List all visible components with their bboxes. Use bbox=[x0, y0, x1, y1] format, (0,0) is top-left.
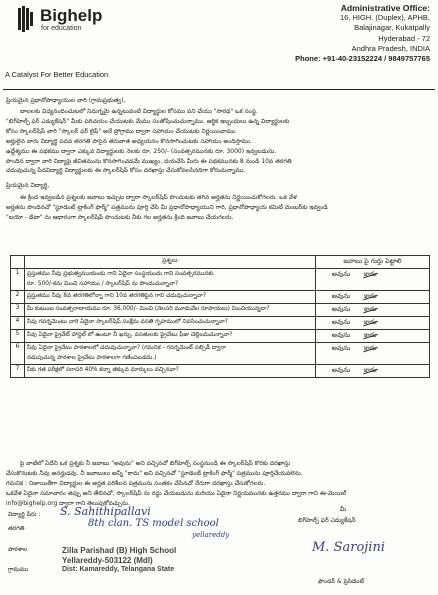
outro-line: గమనిక : నిజాయితీగా విద్యార్థుల ఈ అర్హత పరిశీలన పత్రమును సంతకం చేసినచో నేరుగా దరఖాస్తు చేసుకోగలరు. bbox=[6, 479, 266, 487]
row-number: 2 bbox=[11, 291, 25, 304]
answer-cell[interactable] bbox=[316, 304, 430, 317]
office-title: Administrative Office: bbox=[340, 3, 430, 13]
student-line: ఈ క్రింద ఇవ్వబడిన ప్రశ్నలకు జవాబు ఇచ్చుట ద్వారా స్కాలర్‌షిప్ పొందుటకు తగిన అర్హతను నిర్ణయించుకోగలరు. ఒక వేళ bbox=[20, 194, 297, 201]
table-row bbox=[11, 343, 430, 365]
table-row bbox=[11, 291, 430, 304]
answer-yes[interactable]: అవును bbox=[331, 331, 351, 340]
answer-cell[interactable] bbox=[316, 365, 430, 378]
outro-paragraph bbox=[6, 459, 431, 509]
outro-line: info@bighelp.org ద్వారా గాని తెలుపుకోవచ్చును. bbox=[6, 499, 130, 507]
header-divider bbox=[3, 89, 435, 90]
question-text bbox=[24, 365, 315, 378]
outro-line: పై వాటిలో ఏదేని ఒక ప్రశ్నకు నీ జవాబు "అవును" అని వచ్చినచో బిగ్‌హెల్ప్ సంస్థనుండి ఈ స్కాలర్‌షిప్ కొరకు దరఖాస్తు bbox=[20, 460, 291, 467]
intro-paragraph bbox=[6, 107, 431, 176]
outro-line: చేసుకొనుటకు నీవు అనర్హుడవు. నీ జవాబులు అన్నీ "కాదు" అని వచ్చినచో "స్టూడెంట్ ట్రాకింగ్ ఫార్మ్" పత్రమును పూర్తిచేయవలెను. bbox=[6, 469, 303, 477]
answer-cell[interactable] bbox=[316, 317, 430, 330]
question-line: రూ. 500/-కను మించి సహాయం / స్కాలర్‌షిప్ ను పొందుచున్నావా? bbox=[26, 280, 179, 287]
answer-yes[interactable]: అవును bbox=[331, 366, 351, 375]
question-text bbox=[24, 291, 315, 304]
col-header-number bbox=[11, 256, 25, 269]
intro-line: చదువుచున్న పేదవిద్యార్థి విద్యార్థులకు ఈ స్కాలర్‌షిప్ కోసం దరఖాస్తు చేసుకోవలసినదిగా కోరుచున్నాము. bbox=[6, 167, 246, 175]
student-paragraph bbox=[6, 193, 431, 223]
student-name-value[interactable]: S. Sahithipallavi bbox=[60, 505, 151, 518]
intro-line: కోసం స్కాలర్‌షిప్ వారి "స్కాలర్ ఫర్ లైఫ్" అనే ప్రోగ్రాము ద్వారా సహాయం చేయుటకు నిర్ణయించాము. bbox=[6, 127, 237, 135]
office-address bbox=[240, 3, 430, 64]
question-text bbox=[24, 330, 315, 343]
student-line: "బయో - డేటా" ను ఆధారంగా స్కాలర్‌షిప్ పొందుటకు నీకు గల అర్హతను క్రింది జవాబు చేయగలరు. bbox=[6, 213, 234, 221]
col-header-questions: ప్రశ్నలు bbox=[24, 256, 315, 269]
question-text bbox=[24, 343, 315, 365]
table-row bbox=[11, 330, 430, 343]
student-name-label: విద్యార్థి పేరు : bbox=[8, 511, 41, 518]
question-line: నీకు గత పరీక్షలో సరాసరి 40% కన్నా తక్కువ మార్కులు వచ్చినవా? bbox=[26, 367, 179, 374]
answer-yes[interactable]: అవును bbox=[331, 270, 351, 278]
bighelp-logo-icon bbox=[18, 6, 34, 32]
school-stamp-line-3: Dist: Kamareddy, Telangana State bbox=[62, 566, 175, 573]
class-value[interactable]: 8th clan. TS model school bbox=[88, 518, 219, 529]
table-row bbox=[11, 304, 430, 317]
answer-cell[interactable] bbox=[316, 330, 430, 343]
answer-no-marked[interactable]: కాదు bbox=[364, 318, 377, 327]
question-line: ప్రస్తుతము నీవు 8వ తరగతిలోన్నా గాని 10వ తరగతిపైన గాని చదువుచున్నావా? bbox=[26, 293, 206, 300]
answer-no-marked[interactable]: కాదు bbox=[364, 331, 377, 340]
outro-line: ఒకవేళ ఏదైనా సమాచారం తప్పు అని తేలినచో, స్కాలర్‌షిప్ ను రద్దు చేయబడును మరియు ఏదైనా నిర్ణయమునకు ఉత్తరము ద్వారా గాని ఈ-మెయిల్ bbox=[6, 489, 347, 497]
question-text bbox=[24, 317, 315, 330]
answer-yes[interactable]: అవును bbox=[331, 292, 351, 301]
school-stamp-line-2: Yellareddy-503122 (Mdl) bbox=[62, 556, 153, 565]
intro-line: అర్హులైన వారు విద్యార్థి పదవ తరగతి పాసైన తరువాత అధ్యయనం కొనసాగించుటకు సహాయం అందిస్తాము. bbox=[6, 137, 252, 145]
eligibility-table bbox=[10, 255, 430, 378]
row-number: 4 bbox=[11, 317, 25, 330]
school-stamp-line-1: Zilla Parishad (B) High School bbox=[62, 546, 177, 555]
tagline: A Catalyst For Better Education bbox=[5, 70, 109, 79]
question-text bbox=[24, 269, 315, 291]
answer-no-marked[interactable]: కాదు bbox=[364, 344, 377, 353]
answer-yes[interactable]: అవును bbox=[331, 318, 351, 327]
answer-yes[interactable]: అవును bbox=[331, 344, 351, 353]
row-number: 7 bbox=[11, 365, 25, 378]
village-label: గ్రామము bbox=[8, 566, 29, 573]
col-header-answer: జవాబు పై గుర్తు పెట్టాలి bbox=[316, 256, 430, 269]
row-number: 3 bbox=[11, 304, 25, 317]
question-line: నడుపుచున్న పాఠశాల ప్రైవేటు పాఠశాలగా గణింపబడదు.) bbox=[26, 354, 157, 361]
answer-cell[interactable] bbox=[316, 269, 430, 291]
answer-yes[interactable]: అవును bbox=[331, 305, 351, 314]
answer-cell[interactable] bbox=[316, 291, 430, 304]
greeting: ప్రియమైన ప్రధానోపాధ్యాయుల వారి (గ్రామప్రభుత్వ), bbox=[6, 97, 126, 104]
row-number: 6 bbox=[11, 343, 25, 365]
school-label: పాఠశాల bbox=[8, 546, 28, 553]
question-line: నీవు ఏదైనా ప్రైవేటు పాఠశాలలో చదువుచున్నావా? (గమనిక - గవర్నమెంట్ సబ్సిడీ ద్వారా bbox=[26, 345, 226, 352]
table-row bbox=[11, 365, 430, 378]
table-row bbox=[11, 317, 430, 330]
question-text bbox=[24, 304, 315, 317]
table-row bbox=[11, 269, 430, 291]
intro-line: పొందిన ద్వారా వారి విద్యాపై జీవితమును కొనసాగించడమే ముఖ్యం. దయచేసి మీరు ఈ పథకమునకు 8 నుండి 10వ తరగతి bbox=[6, 157, 292, 165]
org-salutation: మీ bbox=[340, 506, 347, 513]
brand-name: Bighelp bbox=[40, 6, 103, 25]
intro-line: ఉద్దేశ్యము ఈ పథకము ద్వారా ఎక్కువ విద్యార్థులకు నెలకు రూ. 250/- (సంవత్సరమునకు రూ. 3000) ఇవ్వబడును. bbox=[6, 147, 277, 155]
address-line: Hyderabad - 72 bbox=[378, 33, 430, 43]
answer-no-marked[interactable]: కాదు bbox=[364, 292, 377, 301]
intro-line: బాలలకు విద్యనందించుటలో నిమగ్నమై ఉన్నటువంటి విద్యార్థుల కోసము పని చేయు "సారథ" ఒక సంస్థ. bbox=[20, 108, 258, 115]
table-header-row bbox=[11, 256, 430, 269]
answer-no-marked[interactable]: కాదు bbox=[364, 366, 377, 375]
row-number: 1 bbox=[11, 269, 25, 291]
address-line: Andhra Pradesh, INDIA bbox=[351, 43, 430, 53]
question-line: నీవు ఏదైనా ప్రైవేట్ హాస్టల్ లో ఉంటూ నీ ఖర్చు, వసతులకు ప్రైవేటు ఫీజు చెల్లించుచున్నావా? bbox=[26, 332, 233, 339]
answer-no-marked[interactable]: కాదు bbox=[364, 305, 377, 314]
question-line: నీవు గవర్నమెంటు వారి ఏదైనా స్కాలర్‌షిప్ సంక్షేమ వసతి గృహములో నివసించుచున్నావా? bbox=[26, 319, 228, 326]
class-value-extra: yellareddy bbox=[192, 531, 230, 539]
answer-no-marked[interactable]: కాదు bbox=[364, 270, 377, 278]
address-line: Balajinagar, Kukatpally bbox=[354, 23, 430, 33]
question-line: ప్రస్తుతము నీవు ప్రభుత్వముయందు గాని ఏదైనా సంస్థయందు గాని సంవత్సరమునకు bbox=[26, 271, 214, 277]
answer-cell[interactable] bbox=[316, 343, 430, 365]
student-line: అర్హతను పొందినచో "స్టూడెంట్ ట్రాకింగ్ ఫార్మ్" పత్రమును పూర్తి చేసి మీ ప్రధానోపాధ్యాయుని గారి, ప్రధానోపాధ్యాయ కమిటీ మెంబర్‌కు ఇవ్వండి bbox=[6, 203, 328, 211]
signature: M. Sarojini bbox=[312, 540, 385, 555]
org-name: బిగ్‌హెల్ప్ ఫర్ ఎడ్యుకేషన్ bbox=[298, 517, 356, 524]
address-line: 16, HIGH. (Duplex), APHB, bbox=[339, 13, 430, 23]
intro-line: "బిగ్‌హెల్ప్ ఫర్ ఎడ్యుకేషన్" మీకు పరిచయం చేయుటకు మేము సంతోషించుచున్నాము. ఆర్థిక ఇబ్బందులు ఉన్న విద్యార్థులకు bbox=[6, 117, 290, 125]
student-greeting: ప్రియమైన విద్యార్థి, bbox=[6, 182, 50, 189]
class-label: తరగతి bbox=[8, 525, 25, 532]
phone-line: Phone: +91-40-23152224 / 9849757765 bbox=[295, 54, 430, 64]
row-number: 5 bbox=[11, 330, 25, 343]
brand-subtitle: for education bbox=[41, 25, 82, 32]
question-line: మీ కుటుంబ సంవత్సరాదాయము రూ. 36,000/- మించి (నెలసరి మూడువేల రూపాయలు) మించియున్నదా? bbox=[26, 306, 270, 313]
founder-label: ఫౌండర్ & ప్రెసిడెంట్ bbox=[318, 578, 365, 585]
